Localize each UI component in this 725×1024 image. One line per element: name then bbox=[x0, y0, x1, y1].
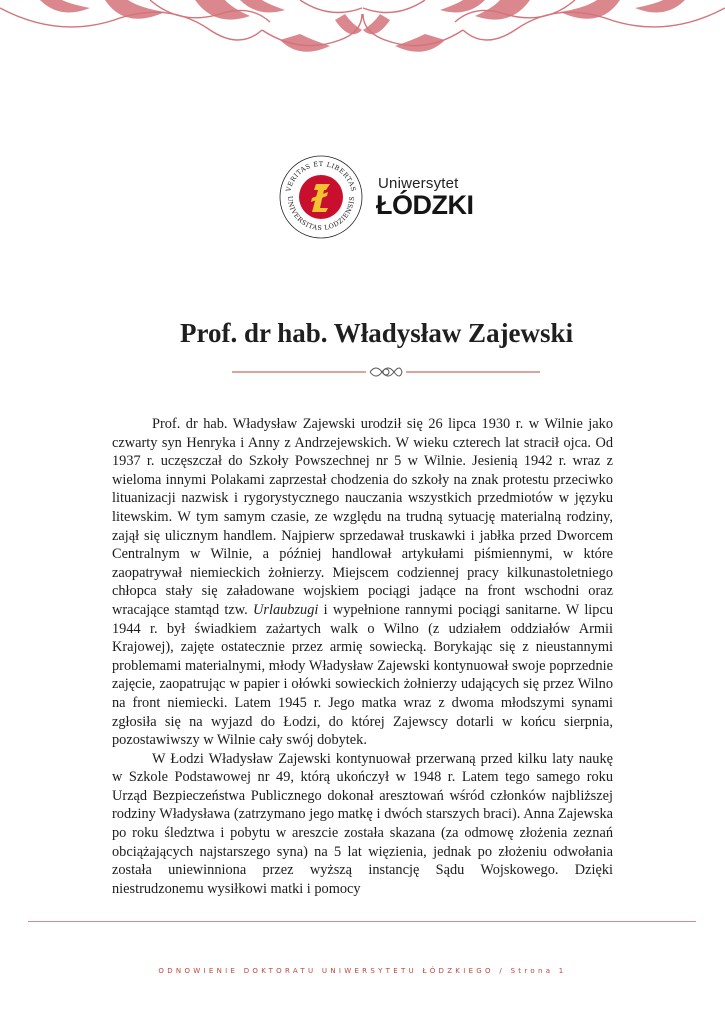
university-logo bbox=[278, 154, 478, 240]
biography-text bbox=[112, 415, 613, 898]
svg-text:VERITAS ET LIBERTAS: VERITAS ET LIBERTAS bbox=[284, 159, 358, 193]
page-footer bbox=[0, 967, 725, 975]
top-ornament bbox=[0, 0, 725, 60]
paragraph-text: i wypełnione rannymi pociągi sanitarne. W lipcu 1944 r. był świadkiem zażartych walk o Wilno (z udziałem oddziałów Armii Krajowej), zajęte ostatecznie przez armię sowiecką. Borykając się z nieustannymi problemami materialnymi, młody Władysław Zajewski kontynuował swoje poprzednie zajęcie, zaopatrując w papier i ołówki sowieckich żołnierzy udających się przez Wilno na front niemiecki. Latem 1945 r. Jego matka wraz z dwoma młodszymi synami zgłosiła się na wyjazd do Łodzi, do której Zajewscy dotarli w końcu sierpnia, pozostawiwszy w Wilnie cały swój dobytek. bbox=[112, 601, 613, 749]
page-number: Strona 1 bbox=[510, 967, 567, 975]
university-name-line2: ŁÓDZKI bbox=[376, 190, 474, 220]
paragraph: W Łodzi Władysław Zajewski kontynuował przerwaną przed kilku laty naukę w Szkole Podstawowej nr 49, którą ukończył w 1948 r. Latem tego samego roku Urząd Bezpieczeństwa Publicznego dokonał aresztowań wśród członków najbliższej rodziny Władysława (zatrzymano jego matkę i dwóch starszych braci). Anna Zajewska po roku śledztwa i pobytu w areszcie została skazana (za odmowę złożenia zeznań obciążających najstarszego syna) na 5 lat więzienia, jednak po złożeniu odwołania została uniewinniona przez wyższą instancję Sądu Wojskowego. Dzięki niestrudzonemu wysiłkowi matki i pomocy bbox=[112, 750, 613, 897]
footer-title: ODNOWIENIE DOKTORATU UNIWERSYTETU ŁÓDZKIEGO bbox=[158, 967, 494, 975]
university-name-line1: Uniwersytet bbox=[378, 175, 459, 192]
italic-term: Urlaubzugi bbox=[253, 601, 319, 618]
title-divider bbox=[232, 360, 540, 384]
paragraph-text: Prof. dr hab. Władysław Zajewski urodził się 26 lipca 1930 r. w Wilnie jako czwarty syn Henryka i Anny z Andrzejewskich. W wieku czterech lat stracił ojca. Od 1937 r. uczęszczał do Szkoły Powszechnej nr 5 w Wilnie. Jesienią 1942 r. wraz z wieloma innymi Polakami zaprzestał chodzenia do szkoły na znak protestu przeciwko lituanizacji nazwisk i rygorystycznego nauczania wszystkich przedmiotów w języku litewskim. W tym samym czasie, ze względu na trudną sytuację materialną rodziny, zajął się ulicznym handlem. Najpierw sprzedawał truskawki i jabłka przed Dworcem Centralnym w Wilnie, a później handlował artykułami piśmiennymi, w które zaopatrywał niemieckich żołnierzy. Miejscem codziennej pracy kilkunastoletniego chłopca stały się załadowane wojskiem pociągi jadące na front wschodni oraz wracające stamtąd tzw. bbox=[112, 416, 613, 618]
svg-text:UNIVERSITAS LODZIENSIS: UNIVERSITAS LODZIENSIS bbox=[285, 195, 357, 233]
footer-separator: / bbox=[499, 967, 506, 975]
page-title: Prof. dr hab. Władysław Zajewski bbox=[180, 318, 574, 348]
paragraph bbox=[112, 415, 613, 750]
footer-divider bbox=[28, 921, 696, 922]
seal-text bbox=[278, 154, 364, 240]
